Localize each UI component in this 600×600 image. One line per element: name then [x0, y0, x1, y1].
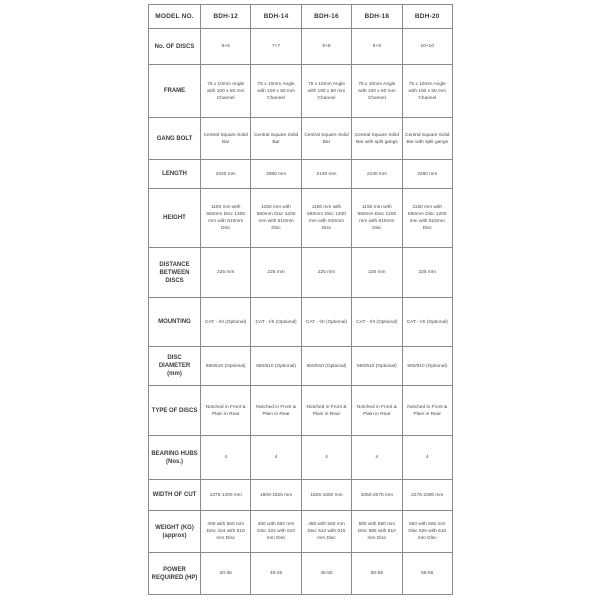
table-cell: Notched in Front & Plain in Rear — [402, 386, 452, 436]
table-cell: Central Square Solid Bar — [201, 118, 251, 160]
table-cell: 225 mm — [301, 248, 351, 298]
table-cell: 8+8 — [301, 29, 351, 65]
table-cell: 1150 mm with 560mm Disc 1200 mm with 610mm Disc — [402, 189, 452, 248]
specification-table — [148, 4, 453, 595]
model-no-header: MODEL NO. — [149, 5, 201, 29]
table-cell: 40-45 — [251, 553, 301, 595]
table-row — [149, 189, 453, 248]
row-label: WEIGHT (KG) (approx) — [149, 511, 201, 553]
table-cell: Notched in Front & Plain in Rear — [352, 386, 402, 436]
table-row — [149, 436, 453, 480]
table-row — [149, 298, 453, 347]
table-cell: Central Square Solid Bar with split gangs — [352, 118, 402, 160]
table-cell: 1150 mm with 560mm Disc 1200 mm with 610mm Disc — [201, 189, 251, 248]
row-label: TYPE OF DISCS — [149, 386, 201, 436]
table-cell: 225 mm — [201, 248, 251, 298]
table-cell: 450 with 560 mm Disc 512 with 610 mm Disc — [301, 511, 351, 553]
row-label: WIDTH OF CUT — [149, 480, 201, 511]
table-cell: 2275-2300 mm — [402, 480, 452, 511]
table-cell: 2080 mm — [251, 160, 301, 189]
row-label: No. OF DISCS — [149, 29, 201, 65]
table-cell: CAT - I/II (Optional) — [352, 298, 402, 347]
row-label: DISTANCE BETWEEN DISCS — [149, 248, 201, 298]
table-cell: 1375-1400 mm — [201, 480, 251, 511]
table-cell: Central Square Solid Bar — [301, 118, 351, 160]
table-cell: 1150 mm with 560mm Disc 1200 mm with 610mm Disc — [352, 189, 402, 248]
table-row — [149, 347, 453, 386]
table-cell: Notched in Front & Plain in Rear — [201, 386, 251, 436]
header-row — [149, 5, 453, 29]
table-cell: 4 — [301, 436, 351, 480]
model-header: BDH-20 — [402, 5, 452, 29]
table-cell: 50-55 — [352, 553, 402, 595]
table-cell: 9+9 — [352, 29, 402, 65]
table-cell: CAT - I/II (Optional) — [201, 298, 251, 347]
model-header: BDH-14 — [251, 5, 301, 29]
row-label: BEARING HUBS (Nos.) — [149, 436, 201, 480]
table-cell: 225 mm — [402, 248, 452, 298]
table-cell: 2280 mm — [402, 160, 452, 189]
table-cell: 560/610 (Optional) — [402, 347, 452, 386]
table-cell: 75 x 10mm Angle with 100 x 50 mm Channel — [402, 65, 452, 118]
table-cell: 75 x 10mm Angle with 100 x 50 mm Channel — [251, 65, 301, 118]
table-cell: 75 x 10mm Angle with 100 x 50 mm Channel — [301, 65, 351, 118]
table-row — [149, 118, 453, 160]
table-cell: 1150 mm with 560mm Disc 1200 mm with 610mm Disc — [301, 189, 351, 248]
table-cell: 550 with 560 mm Disc 620 with 610 mm Disc — [402, 511, 452, 553]
row-label: MOUNTING — [149, 298, 201, 347]
table-cell: 2050-2075 mm — [352, 480, 402, 511]
table-row — [149, 511, 453, 553]
table-cell: Central Square Solid Bar with split gangs — [402, 118, 452, 160]
model-header: BDH-12 — [201, 5, 251, 29]
row-label: LENGTH — [149, 160, 201, 189]
model-header: BDH-16 — [301, 5, 351, 29]
table-cell: 6+6 — [201, 29, 251, 65]
table-row — [149, 65, 453, 118]
table-row — [149, 160, 453, 189]
table-cell: CAT - I/II (Optional) — [251, 298, 301, 347]
table-cell: 560/610 (Optional) — [251, 347, 301, 386]
table-row — [149, 553, 453, 595]
table-cell: 225 mm — [251, 248, 301, 298]
table-cell: 1600-1625 mm — [251, 480, 301, 511]
table-row — [149, 248, 453, 298]
table-cell: 560/610 (Optional) — [352, 347, 402, 386]
table-cell: 7+7 — [251, 29, 301, 65]
table-cell: 4 — [402, 436, 452, 480]
table-cell: 2130 mm — [301, 160, 351, 189]
table-cell: 30-35 — [201, 553, 251, 595]
table-cell: Central Square Solid Bar — [251, 118, 301, 160]
table-cell: 45-50 — [301, 553, 351, 595]
table-cell: Notched in Front & Plain in Rear — [251, 386, 301, 436]
table-cell: 1825-1850 mm — [301, 480, 351, 511]
table-cell: 2030 mm — [201, 160, 251, 189]
table-cell: 10+10 — [402, 29, 452, 65]
table-cell: CAT - I/II (Optional) — [402, 298, 452, 347]
model-header: BDH-18 — [352, 5, 402, 29]
table-cell: CAT - I/II (Optional) — [301, 298, 351, 347]
table-cell: 55-65 — [402, 553, 452, 595]
table-row — [149, 29, 453, 65]
table-cell: 400 with 560 mm Disc 424 with 610 mm Disc — [251, 511, 301, 553]
table-cell: 1150 mm with 560mm Disc 1200 mm with 610mm Disc — [251, 189, 301, 248]
table-cell: 4 — [251, 436, 301, 480]
row-label: GANG BOLT — [149, 118, 201, 160]
table-row — [149, 386, 453, 436]
table-cell: Notched in Front & Plain in Rear — [301, 386, 351, 436]
table-cell: 560/610 (Optional) — [301, 347, 351, 386]
table-cell: 400 with 560 mm Disc 424 with 610 mm Disc — [201, 511, 251, 553]
table-cell: 75 x 10mm Angle with 100 x 50 mm Channel — [201, 65, 251, 118]
row-label: HEIGHT — [149, 189, 201, 248]
row-label: FRAME — [149, 65, 201, 118]
table-row — [149, 480, 453, 511]
table-cell: 4 — [201, 436, 251, 480]
table-cell: 4 — [352, 436, 402, 480]
table-cell: 75 x 10mm Angle with 100 x 50 mm Channel — [352, 65, 402, 118]
table-cell: 2230 mm — [352, 160, 402, 189]
row-label: POWER REQUIRED (HP) — [149, 553, 201, 595]
table-cell: 560/610 (Optional) — [201, 347, 251, 386]
table-cell: 225 mm — [352, 248, 402, 298]
row-label: DISC DIAMETER (mm) — [149, 347, 201, 386]
table-cell: 500 with 560 mm Disc 565 with 610 mm Disc — [352, 511, 402, 553]
